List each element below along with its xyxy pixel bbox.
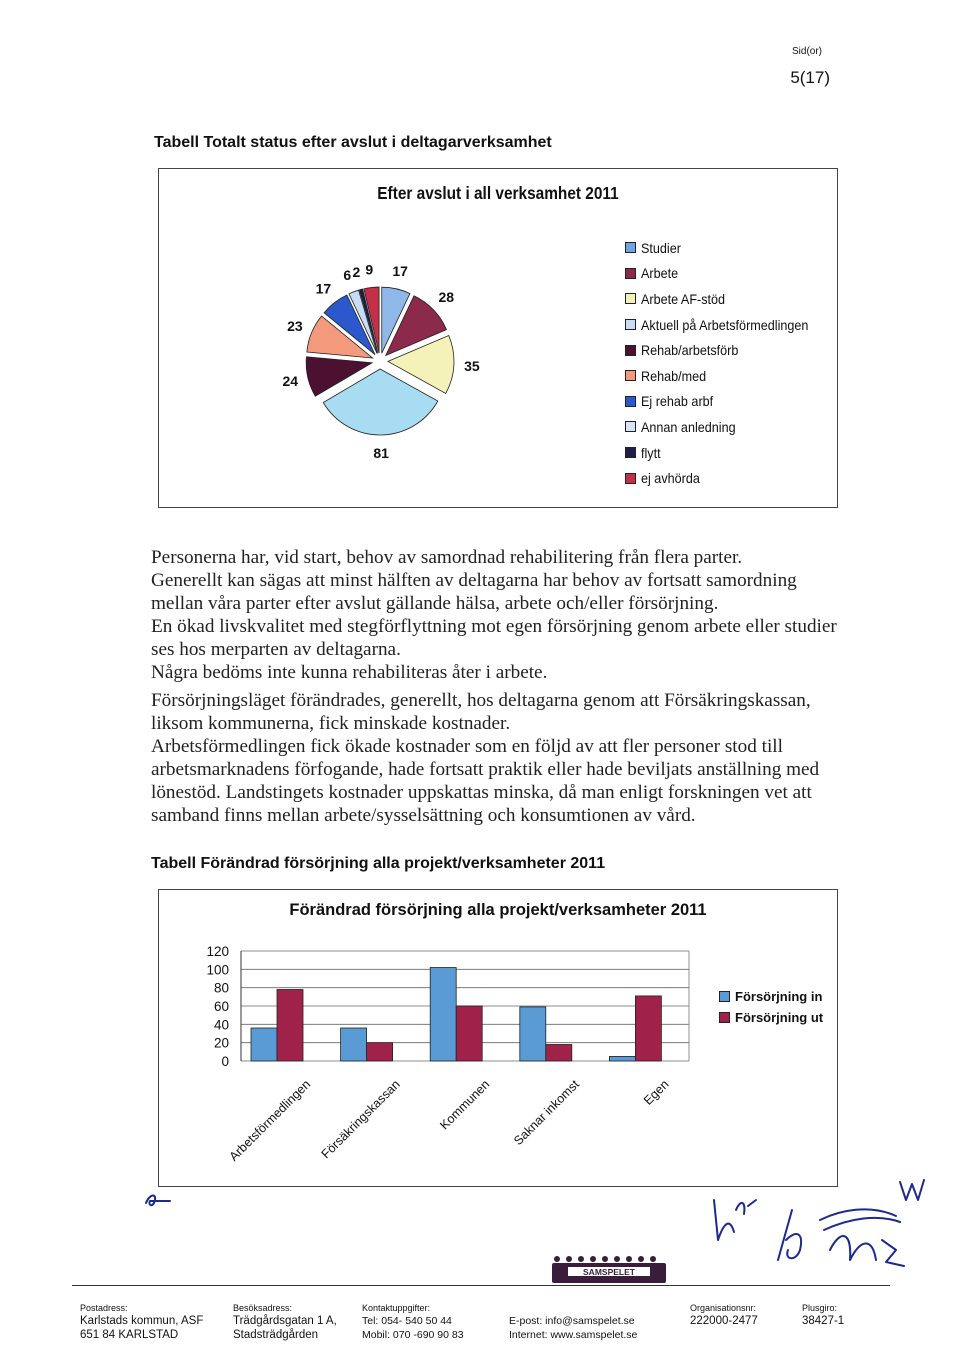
bar-chart [159,890,837,1186]
pie-legend-item-ej-avhorda [625,465,827,491]
bar-ytick-label: 0 [221,1054,229,1069]
pie-legend-swatch [625,473,636,484]
table1-heading: Tabell Totalt status efter avslut i deltagarverksamhet [154,134,552,151]
plusgiro-label: Plusgiro: [802,1303,838,1313]
postal-line-1: Karlstads kommun, ASF [80,1315,204,1327]
visit-label: Besöksadress: [233,1303,293,1313]
pie-data-label-rehab-med: 23 [287,318,303,335]
pie-legend-item-rehab-med [625,363,827,389]
pie-legend-label: Annan anledning [641,418,736,435]
paragraph-6: Arbetsförmedlingen fick ökade kostnader som en följd av att fler personer stod till arbetsmarknadens förfogande, hade fortsatt praktik eller hade beviljats anställning med lönestöd. Landstingets kostnader uppskattas minska, då man enligt forskningen vet att samband finns mellan arbete/sysselsättning och konsumtionen av vård. [151,736,820,826]
footer-visit [233,1302,337,1342]
bar-ytick-label: 120 [206,944,229,959]
pie-legend-swatch [625,293,636,304]
pie-legend-label: Aktuell på Arbetsförmedlingen [641,316,809,333]
pie-legend-item-ej-rehab-arbf [625,389,827,415]
pie-legend-swatch [625,370,636,381]
contact-mobil: Mobil: 070 -690 90 83 [362,1329,464,1341]
pie-chart-title: Efter avslut i all verksamhet 2011 [377,183,619,203]
bar-ytick-label: 40 [213,1017,229,1033]
bar-legend-item-forsorjning-in [719,986,823,1007]
bar-legend-swatch [719,991,730,1002]
contact-email: E-post: info@samspelet.se [509,1315,635,1327]
footer-postal [80,1302,203,1342]
bar-legend-item-forsorjning-ut [719,1007,823,1028]
pie-legend-swatch [625,421,636,432]
page-label: Sid(or) [791,46,822,57]
org-label: Organisationsnr: [690,1303,757,1313]
footer-rule [72,1285,890,1286]
org-value: 222000-2477 [690,1315,758,1327]
visit-line-1: Trädgårdsgatan 1 A, [233,1315,337,1327]
footer-plusgiro [802,1302,844,1328]
pie-data-label-annan-anledning: 6 [343,267,352,284]
bar-ytick-label: 100 [206,962,229,978]
bar-forsorjning-in-arbetsformedlingen [251,1028,277,1061]
logo-text: SAMSPELET [583,1267,635,1277]
pie-legend [625,235,827,491]
pie-data-label-rehab-arbetsforb: 24 [282,373,299,390]
visit-line-2: Stadsträdgården [233,1329,319,1341]
pie-data-label-arbete-af-stod: 35 [464,357,480,374]
postal-label: Postadress: [80,1303,128,1313]
bar-chart-title: Förändrad försörjning alla projekt/verksamheter 2011 [289,901,707,919]
bar-forsorjning-in-egen [609,1056,635,1061]
pie-legend-swatch [625,396,636,407]
paragraph-5: Försörjningsläget förändrades, generellt, hos deltagarna genom att Försäkringskassan, liksom kommunerna, fick minskade kostnader. [151,690,811,734]
body-text [151,546,851,827]
contact-internet: Internet: www.samspelet.se [509,1329,638,1341]
bar-xtick-label-saknar-inkomst: Saknar inkomst [511,1077,582,1149]
pie-data-label-studier: 17 [392,263,408,280]
pie-legend-label: ej avhörda [641,470,700,487]
bar-legend [719,986,823,1028]
bar-xtick-label-arbetsformedlingen: Arbetsförmedlingen [226,1077,314,1164]
pie-legend-swatch [625,319,636,330]
bar-forsorjning-in-forsakringskassan [341,1028,367,1061]
pie-legend-swatch [625,345,636,356]
pie-legend-swatch [625,268,636,279]
pie-legend-swatch [625,447,636,458]
footer-org [690,1302,758,1328]
pie-legend-item-rehab-arbetsforb [625,337,827,363]
bar-legend-swatch [719,1012,730,1023]
pie-legend-label: Rehab/med [641,367,707,384]
bar-forsorjning-ut-kommunen [456,1006,482,1061]
footer-contact [362,1302,464,1342]
pie-data-label-aktuell-pa-arbetsformedlingen: 81 [373,444,389,461]
bar-ytick-label: 80 [213,980,229,996]
pie-legend-label: Arbete [641,265,679,282]
bar-forsorjning-ut-forsakringskassan [367,1043,393,1061]
pie-legend-item-arbete-af-stod [625,286,827,312]
bar-ytick-label: 20 [213,1035,229,1051]
bar-forsorjning-ut-egen [635,996,661,1061]
plusgiro-value: 38427-1 [802,1315,845,1327]
bar-chart-frame [158,889,838,1187]
postal-line-2: 651 84 KARLSTAD [80,1329,179,1341]
pie-legend-label: Rehab/arbetsförb [641,342,739,359]
pie-legend-swatch [625,242,636,253]
pie-legend-item-arbete [625,261,827,287]
bar-legend-label: Försörjning in [735,989,823,1004]
pie-legend-label: Studier [641,239,681,256]
pie-legend-label: Ej rehab arbf [641,393,714,410]
samspelet-logo [548,1253,670,1285]
pie-chart-frame [158,168,838,508]
pie-data-label-flytt: 2 [352,264,361,281]
bar-ytick-label: 60 [213,999,229,1014]
pie-data-label-arbete: 28 [438,289,455,306]
paragraph-2: Generellt kan sägas att minst hälften av deltagarna har behov av fortsatt samordning mellan våra parter efter avslut gällande hälsa, arbete och/eller försörjning. [151,570,797,614]
contact-tel: Tel: 054- 540 50 44 [362,1315,452,1327]
pie-data-label-ej-avhorda: 9 [365,261,374,278]
pie-legend-label: Arbete AF-stöd [641,290,726,307]
footer-web [509,1314,637,1342]
bar-forsorjning-in-saknar-inkomst [520,1007,546,1061]
bar-forsorjning-ut-arbetsformedlingen [277,990,303,1062]
page-number: 5(17) [790,68,830,87]
bar-xtick-label-egen: Egen [640,1077,672,1108]
table2-heading: Tabell Förändrad försörjning alla projekt/verksamheter 2011 [151,855,606,872]
paragraph-4: Några bedöms inte kunna rehabiliteras åter i arbete. [151,662,548,683]
paragraph-1: Personerna har, vid start, behov av samordnad rehabilitering från flera parter. [151,547,743,568]
handwritten-signatures [700,1170,950,1280]
pie-legend-item-studier [625,235,827,261]
pie-legend-item-annan-anledning [625,414,827,440]
pie-data-label-ej-rehab-arbf: 17 [315,280,332,297]
bar-xtick-label-kommunen: Kommunen [437,1077,493,1133]
paragraph-3: En ökad livskvalitet med stegförflyttning mot egen försörjning genom arbete eller studier ses hos merparten av deltagarna. [151,616,837,660]
pie-legend-item-aktuell-pa-arbetsformedlingen [625,312,827,338]
bar-xtick-label-forsakringskassan: Försäkringskassan [318,1077,403,1162]
initial-signature-left [140,1185,180,1215]
contact-label: Kontaktuppgifter: [362,1303,431,1313]
pie-legend-label: flytt [641,444,661,461]
bar-forsorjning-in-kommunen [430,968,456,1062]
bar-legend-label: Försörjning ut [735,1010,824,1025]
bar-forsorjning-ut-saknar-inkomst [546,1045,572,1062]
pie-legend-item-flytt [625,440,827,466]
